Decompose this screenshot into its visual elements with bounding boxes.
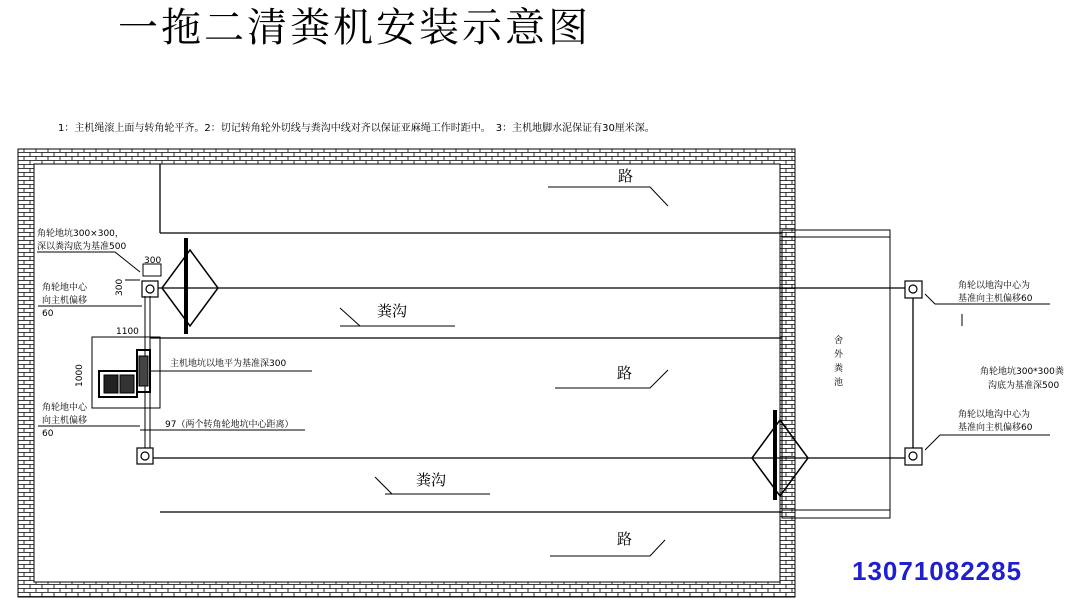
offset-note-top-line1: 角轮地中心 [42, 283, 88, 293]
pool-label-4: 池 [834, 378, 844, 388]
diagram-title: 一拖二清粪机安装示意图 [118, 5, 591, 51]
dim-300-side: 300 [115, 278, 125, 296]
trench-label-top: 粪沟 [377, 302, 408, 320]
corner-wheel-right-bottom [905, 448, 922, 465]
pool-label-1: 舍 [834, 336, 844, 346]
road-label-middle: 路 [617, 364, 633, 382]
road-label-bottom: 路 [617, 530, 633, 548]
pool-label-3: 粪 [834, 364, 844, 374]
offset-note-bottom-line3: 60 [42, 429, 54, 439]
right-note-top-line2: 基准向主机偏移60 [958, 294, 1033, 304]
installation-notes: 1：主机绳滚上面与转角轮平齐。2：切记转角轮外切线与粪沟中线对齐以保证亚麻绳工作时距中。 3：主机地脚水泥保证有30厘米深。 [58, 123, 655, 134]
corner-wheel-right-top [905, 281, 922, 298]
main-pit-note: 主机地坑以地平为基准深300 [170, 359, 287, 369]
pool-label-2: 外 [834, 350, 844, 360]
outer-manure-pool [782, 230, 890, 518]
dim-300-top: 300 [144, 256, 162, 266]
wheel-distance-note: 97（两个转角轮地坑中心距离） [165, 420, 294, 430]
scraper-diamond-left [162, 238, 218, 334]
offset-note-bottom-line1: 角轮地中心 [42, 403, 88, 413]
pit-note-line1: 角轮地坑300×300， [37, 229, 124, 239]
dim-1000: 1000 [75, 364, 85, 387]
corner-wheel-left-bottom [137, 448, 153, 464]
offset-note-top-line2: 向主机偏移 [42, 296, 88, 306]
pit-note-line2: 深以粪沟底为基准500 [37, 242, 127, 252]
offset-note-bottom-line2: 向主机偏移 [42, 416, 88, 426]
right-note-top-line1: 角轮以地沟中心为 [958, 281, 1031, 291]
dim-1100: 1100 [116, 327, 139, 337]
trench-label-bottom: 粪沟 [416, 471, 447, 489]
contact-phone: 13071082285 [852, 556, 1023, 586]
brick-wall [18, 149, 795, 597]
offset-note-top-line3: 60 [42, 309, 54, 319]
road-label-top: 路 [618, 167, 634, 185]
right-note-bot-line2: 基准向主机偏移60 [958, 423, 1033, 433]
right-note-mid-line1: 角轮地坑300*300粪 [980, 367, 1064, 377]
right-note-mid-line2: 沟底为基准深500 [988, 381, 1060, 391]
right-note-bot-line1: 角轮以地沟中心为 [958, 410, 1031, 420]
